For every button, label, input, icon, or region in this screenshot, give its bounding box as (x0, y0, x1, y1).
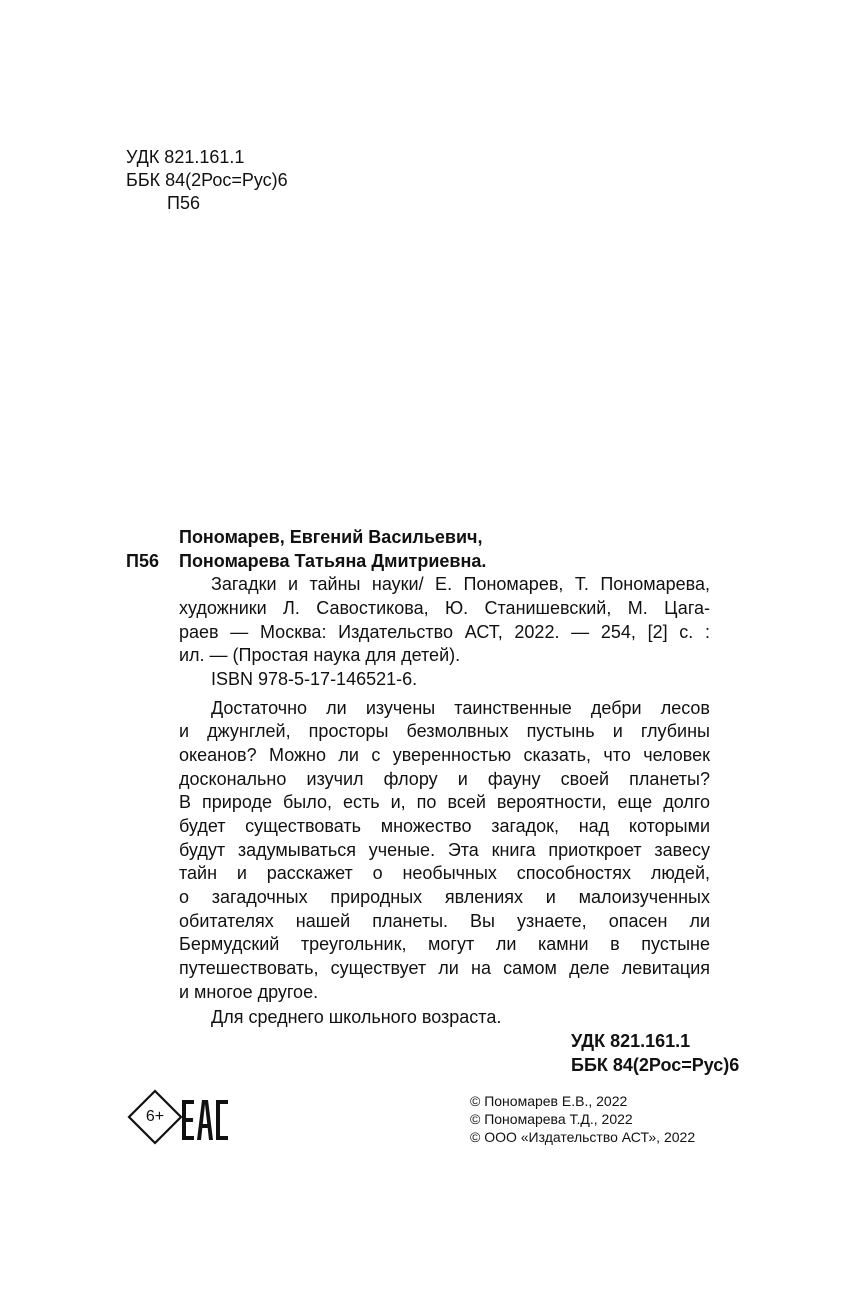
annotation-line: океанов? Можно ли с уверенностью сказать, что человек (179, 745, 710, 765)
annotation-line: тайн и расскажет о необычных способностях людей, (179, 863, 710, 883)
annotation-line: будет существовать множество загадок, над которыми (179, 816, 710, 836)
age-rating-label: 6+ (145, 1108, 165, 1125)
eac-mark-logo (182, 1100, 228, 1140)
copyright-line: © ООО «Издательство АСТ», 2022 (470, 1129, 696, 1145)
eac-icon (182, 1100, 228, 1140)
classification-bbk: ББК 84(2Рос=Рус)6 (571, 1055, 740, 1075)
annotation-line: Достаточно ли изучены таинственные дебри лесов (211, 698, 710, 718)
annotation-line: досконально изучил флору и фауну своей планеты? (179, 769, 710, 789)
classification-udk: УДК 821.161.1 (571, 1031, 691, 1051)
annotation-line: Бермудский треугольник, могут ли камни в пустыне (179, 934, 710, 954)
author-primary: Пономарев, Евгений Васильевич, (179, 527, 483, 547)
annotation-line: путешествовать, существует ли на самом деле левитация (179, 958, 710, 978)
annotation-line: и джунглей, просторы безмолвных пустынь и глубины (179, 721, 710, 741)
description-line: Загадки и тайны науки/ Е. Пономарев, Т. Пономарева, (211, 574, 710, 594)
header-bbk: ББК 84(2Рос=Рус)6 (126, 170, 288, 190)
description-line: художники Л. Савостикова, Ю. Станишевский, М. Цага- (179, 598, 710, 618)
audience-note: Для среднего школьного возраста. (211, 1007, 502, 1027)
copyright-line: © Пономарева Т.Д., 2022 (470, 1111, 633, 1127)
header-code: П56 (167, 193, 200, 213)
annotation-line: В природе было, есть и, по всей вероятности, еще долго (179, 792, 710, 812)
author-secondary: Пономарева Татьяна Дмитриевна. (179, 551, 487, 571)
annotation-line: о загадочных природных явлениях и малоизученных (179, 887, 710, 907)
annotation-line: будут задумываться ученые. Эта книга приоткроет завесу (179, 840, 710, 860)
header-udk: УДК 821.161.1 (126, 147, 245, 167)
description-line: ил. — (Простая наука для детей). (179, 645, 461, 665)
annotation-line: и многое другое. (179, 982, 319, 1002)
catalog-code: П56 (126, 551, 159, 571)
copyright-line: © Пономарев Е.В., 2022 (470, 1093, 628, 1109)
annotation-line: обитателях нашей планеты. Вы узнаете, опасен ли (179, 911, 710, 931)
isbn: ISBN 978-5-17-146521-6. (211, 669, 418, 689)
age-rating-badge (127, 1089, 183, 1145)
description-line: раев — Москва: Издательство АСТ, 2022. — 254, [2] с. : (179, 622, 710, 642)
